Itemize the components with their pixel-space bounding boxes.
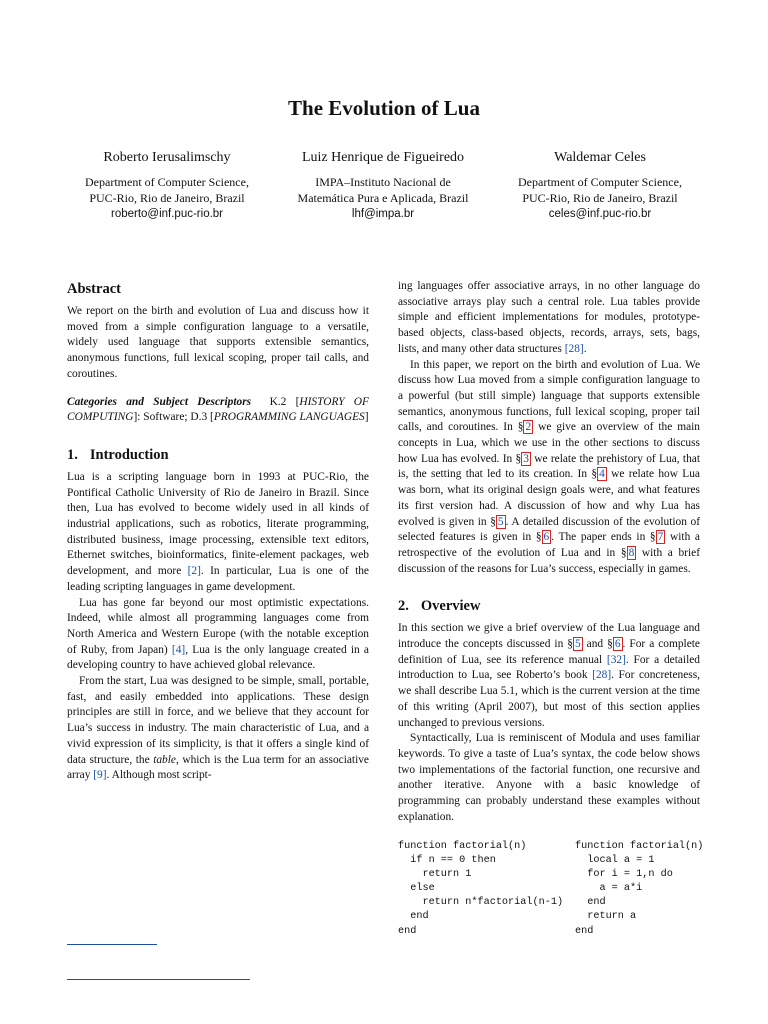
categories-text: HISTORY OF COMPUTING bbox=[67, 395, 369, 424]
overview-paragraph bbox=[398, 621, 700, 731]
citation-link[interactable]: [32] bbox=[606, 653, 626, 666]
author-affiliation-line1: Department of Computer Science, bbox=[518, 175, 682, 189]
intro-paragraph bbox=[67, 596, 369, 675]
citation-link[interactable]: [4] bbox=[171, 643, 186, 656]
author-3 bbox=[480, 150, 720, 222]
paragraph-text: From the start, Lua was designed to be simple, small, portable, fast, and easily embedded into applications. These design principles are still in force, and we believe that they account for Lua’s success in industry. The main characteristic of Lua, and a vivid expression of its simplicity, is that it offers a single kind of data structure, the bbox=[67, 675, 369, 766]
categories-text: ] bbox=[364, 411, 369, 424]
paragraph-text: . bbox=[583, 342, 587, 355]
abstract-text: We report on the birth and evolution of Lua and discuss how it moved from a simple configuration language to a versatile, widely used language that supports extensible semantics, anonymous functions, full lexical scoping, proper tail calls, and coroutines. bbox=[67, 305, 369, 380]
section-link[interactable]: 5 bbox=[497, 515, 504, 528]
citation-link[interactable]: [9] bbox=[93, 769, 107, 782]
author-affiliation-line2: PUC-Rio, Rio de Janeiro, Brazil bbox=[522, 191, 678, 205]
paper-title: The Evolution of Lua bbox=[288, 96, 480, 120]
section-link[interactable]: 4 bbox=[599, 468, 605, 481]
paragraph-text: . For concreteness, we shall describe Lua 5.1, which is the current version at the time of this writing (April 2007), but most of this section applies unchanged to previous versions. bbox=[398, 669, 700, 729]
section-title: Introduction bbox=[89, 446, 169, 463]
categories-text: K.2 [ bbox=[269, 395, 300, 408]
author-1 bbox=[47, 150, 287, 222]
left-column bbox=[67, 280, 369, 784]
author-affiliation-line2: PUC-Rio, Rio de Janeiro, Brazil bbox=[89, 191, 245, 205]
section-number: 2. bbox=[398, 598, 409, 615]
intro-paragraph bbox=[398, 279, 700, 358]
abstract-heading: Abstract bbox=[67, 281, 121, 297]
section-link[interactable]: 3 bbox=[523, 452, 529, 465]
author-affiliation-line1: Department of Computer Science, bbox=[85, 175, 249, 189]
intro-paragraph bbox=[67, 674, 369, 784]
paragraph-text: with a retrospective of the evolution of Lua and in § bbox=[398, 531, 700, 559]
section-link[interactable]: 8 bbox=[628, 546, 635, 559]
section-link[interactable]: 6 bbox=[614, 638, 621, 651]
categories-heading: Categories and Subject Descriptors bbox=[67, 395, 252, 408]
section-link[interactable]: 6 bbox=[543, 531, 550, 544]
author-affiliation-line1: IMPA–Instituto Nacional de bbox=[315, 175, 451, 189]
section-link[interactable]: 7 bbox=[657, 531, 664, 544]
right-column bbox=[398, 279, 700, 826]
paragraph-text: , Lua is the only language created in a developing country to have achieved global relevance. bbox=[67, 643, 369, 672]
paragraph-text: . The paper ends in § bbox=[551, 531, 656, 544]
paragraph-text: and § bbox=[582, 638, 613, 651]
section-link[interactable]: 2 bbox=[525, 421, 532, 434]
citation-link[interactable]: [28] bbox=[564, 342, 584, 355]
paragraph-text: In this section we give a brief overview of the Lua language and introduce the concepts discussed in § bbox=[398, 622, 700, 651]
footnote-link-rule[interactable] bbox=[67, 979, 250, 980]
paragraph-text: we give an overview of the main concepts in Lua, which we use in the other sections to discuss how Lua has evolved. In § bbox=[398, 421, 701, 465]
paragraph-text: ing languages offer associative arrays, in no other language do associative arrays play such a central role. Lua tables provide simple and efficient implementations for modules, prototype-based objects, class-based objects, records, arrays, sets, bags, lists, and many other data structures bbox=[398, 280, 700, 355]
paragraph-text: with a brief discussion of the reasons for Lua’s success, especially in games. bbox=[398, 546, 700, 575]
categories-text: ]: Software; D.3 [ bbox=[133, 411, 214, 424]
paragraph-text: . In particular, Lua is one of the leading scripting languages in game development. bbox=[67, 565, 369, 593]
paragraph-text: Lua is a scripting language born in 1993 at PUC-Rio, the Pontifical Catholic University of Rio de Janeiro in Brazil. Since then, Lua has evolved to become widely used in all kinds of industrial applications, such as robotics, literate programming, distributed business, image processing, extensible text editors, Ethernet switches, bioinformatics, finite-element packages, web development, and more bbox=[67, 470, 369, 578]
categories-paragraph bbox=[67, 395, 369, 426]
section-title: Overview bbox=[420, 598, 481, 615]
categories-text: PROGRAMMING LANGUAGES bbox=[213, 411, 365, 424]
citation-link[interactable]: [28] bbox=[592, 669, 612, 682]
paragraph-text: . Although most script- bbox=[106, 769, 212, 782]
section-heading bbox=[67, 446, 369, 464]
footnote-link-rule[interactable] bbox=[67, 944, 157, 945]
paragraph-text: we relate the prehistory of Lua, that is, the setting that led to its creation. In § bbox=[398, 452, 701, 481]
paragraph-text: . For a complete definition of Lua, see its reference manual bbox=[398, 638, 700, 666]
paragraph-text: , which is the Lua term for an associative array bbox=[67, 753, 369, 782]
code-iterative-factorial: function factorial(n) local a = 1 for i = 1,n do a = a*i end return a end bbox=[575, 841, 704, 937]
paragraph-text: Lua has gone far beyond our most optimistic expectations. Indeed, while almost all programming languages come from North America and Western Europe (with the notable exception of Ruby, from Japan) bbox=[67, 596, 369, 656]
section-link[interactable]: 5 bbox=[574, 638, 581, 651]
paragraph-text: In this paper, we report on the birth and evolution of Lua. We discuss how Lua moved from a simple configuration language to a powerful (but still simple) language that supports extensible semantics, anonymous functions, full lexical scoping, proper tail calls, and coroutines. In § bbox=[398, 358, 700, 434]
paragraph-text: . A detailed discussion of the evolution of selected features is given in § bbox=[398, 515, 700, 544]
overview-paragraph: Syntactically, Lua is reminiscent of Modula and uses familiar keywords. To give a taste of Lua’s syntax, the code below shows two implementations of the factorial function, one recursive and another iterative. Anyone with a basic knowledge of programming can probably understand these examples without explanation. bbox=[398, 732, 700, 823]
author-name: Luiz Henrique de Figueiredo bbox=[301, 150, 465, 165]
author-affiliation-line2: Matemática Pura e Aplicada, Brazil bbox=[297, 191, 469, 205]
author-email[interactable]: lhf@impa.br bbox=[351, 208, 415, 220]
paragraph-text: . For a detailed introduction to Lua, see Roberto’s book bbox=[398, 653, 700, 682]
section-number: 1. bbox=[67, 446, 78, 463]
author-name: Roberto Ierusalimschy bbox=[103, 150, 231, 165]
emphasis-text: table bbox=[153, 753, 176, 766]
author-2 bbox=[263, 150, 503, 222]
citation-link[interactable]: [2] bbox=[187, 565, 201, 578]
paragraph-text: we relate how Lua was born, what its original design goals were, and what features its first version had. A discussion of how and why Lua has evolved is given in § bbox=[398, 468, 700, 528]
author-email[interactable]: roberto@inf.puc-rio.br bbox=[110, 208, 224, 220]
code-listing bbox=[398, 840, 718, 937]
section-heading bbox=[398, 597, 700, 615]
author-name: Waldemar Celes bbox=[554, 150, 646, 165]
author-email[interactable]: celes@inf.puc-rio.br bbox=[548, 208, 652, 220]
intro-paragraph bbox=[398, 358, 700, 578]
intro-paragraph bbox=[67, 470, 369, 596]
code-recursive-factorial: function factorial(n) if n == 0 then return 1 else return n*factorial(n-1) end end bbox=[398, 841, 564, 937]
